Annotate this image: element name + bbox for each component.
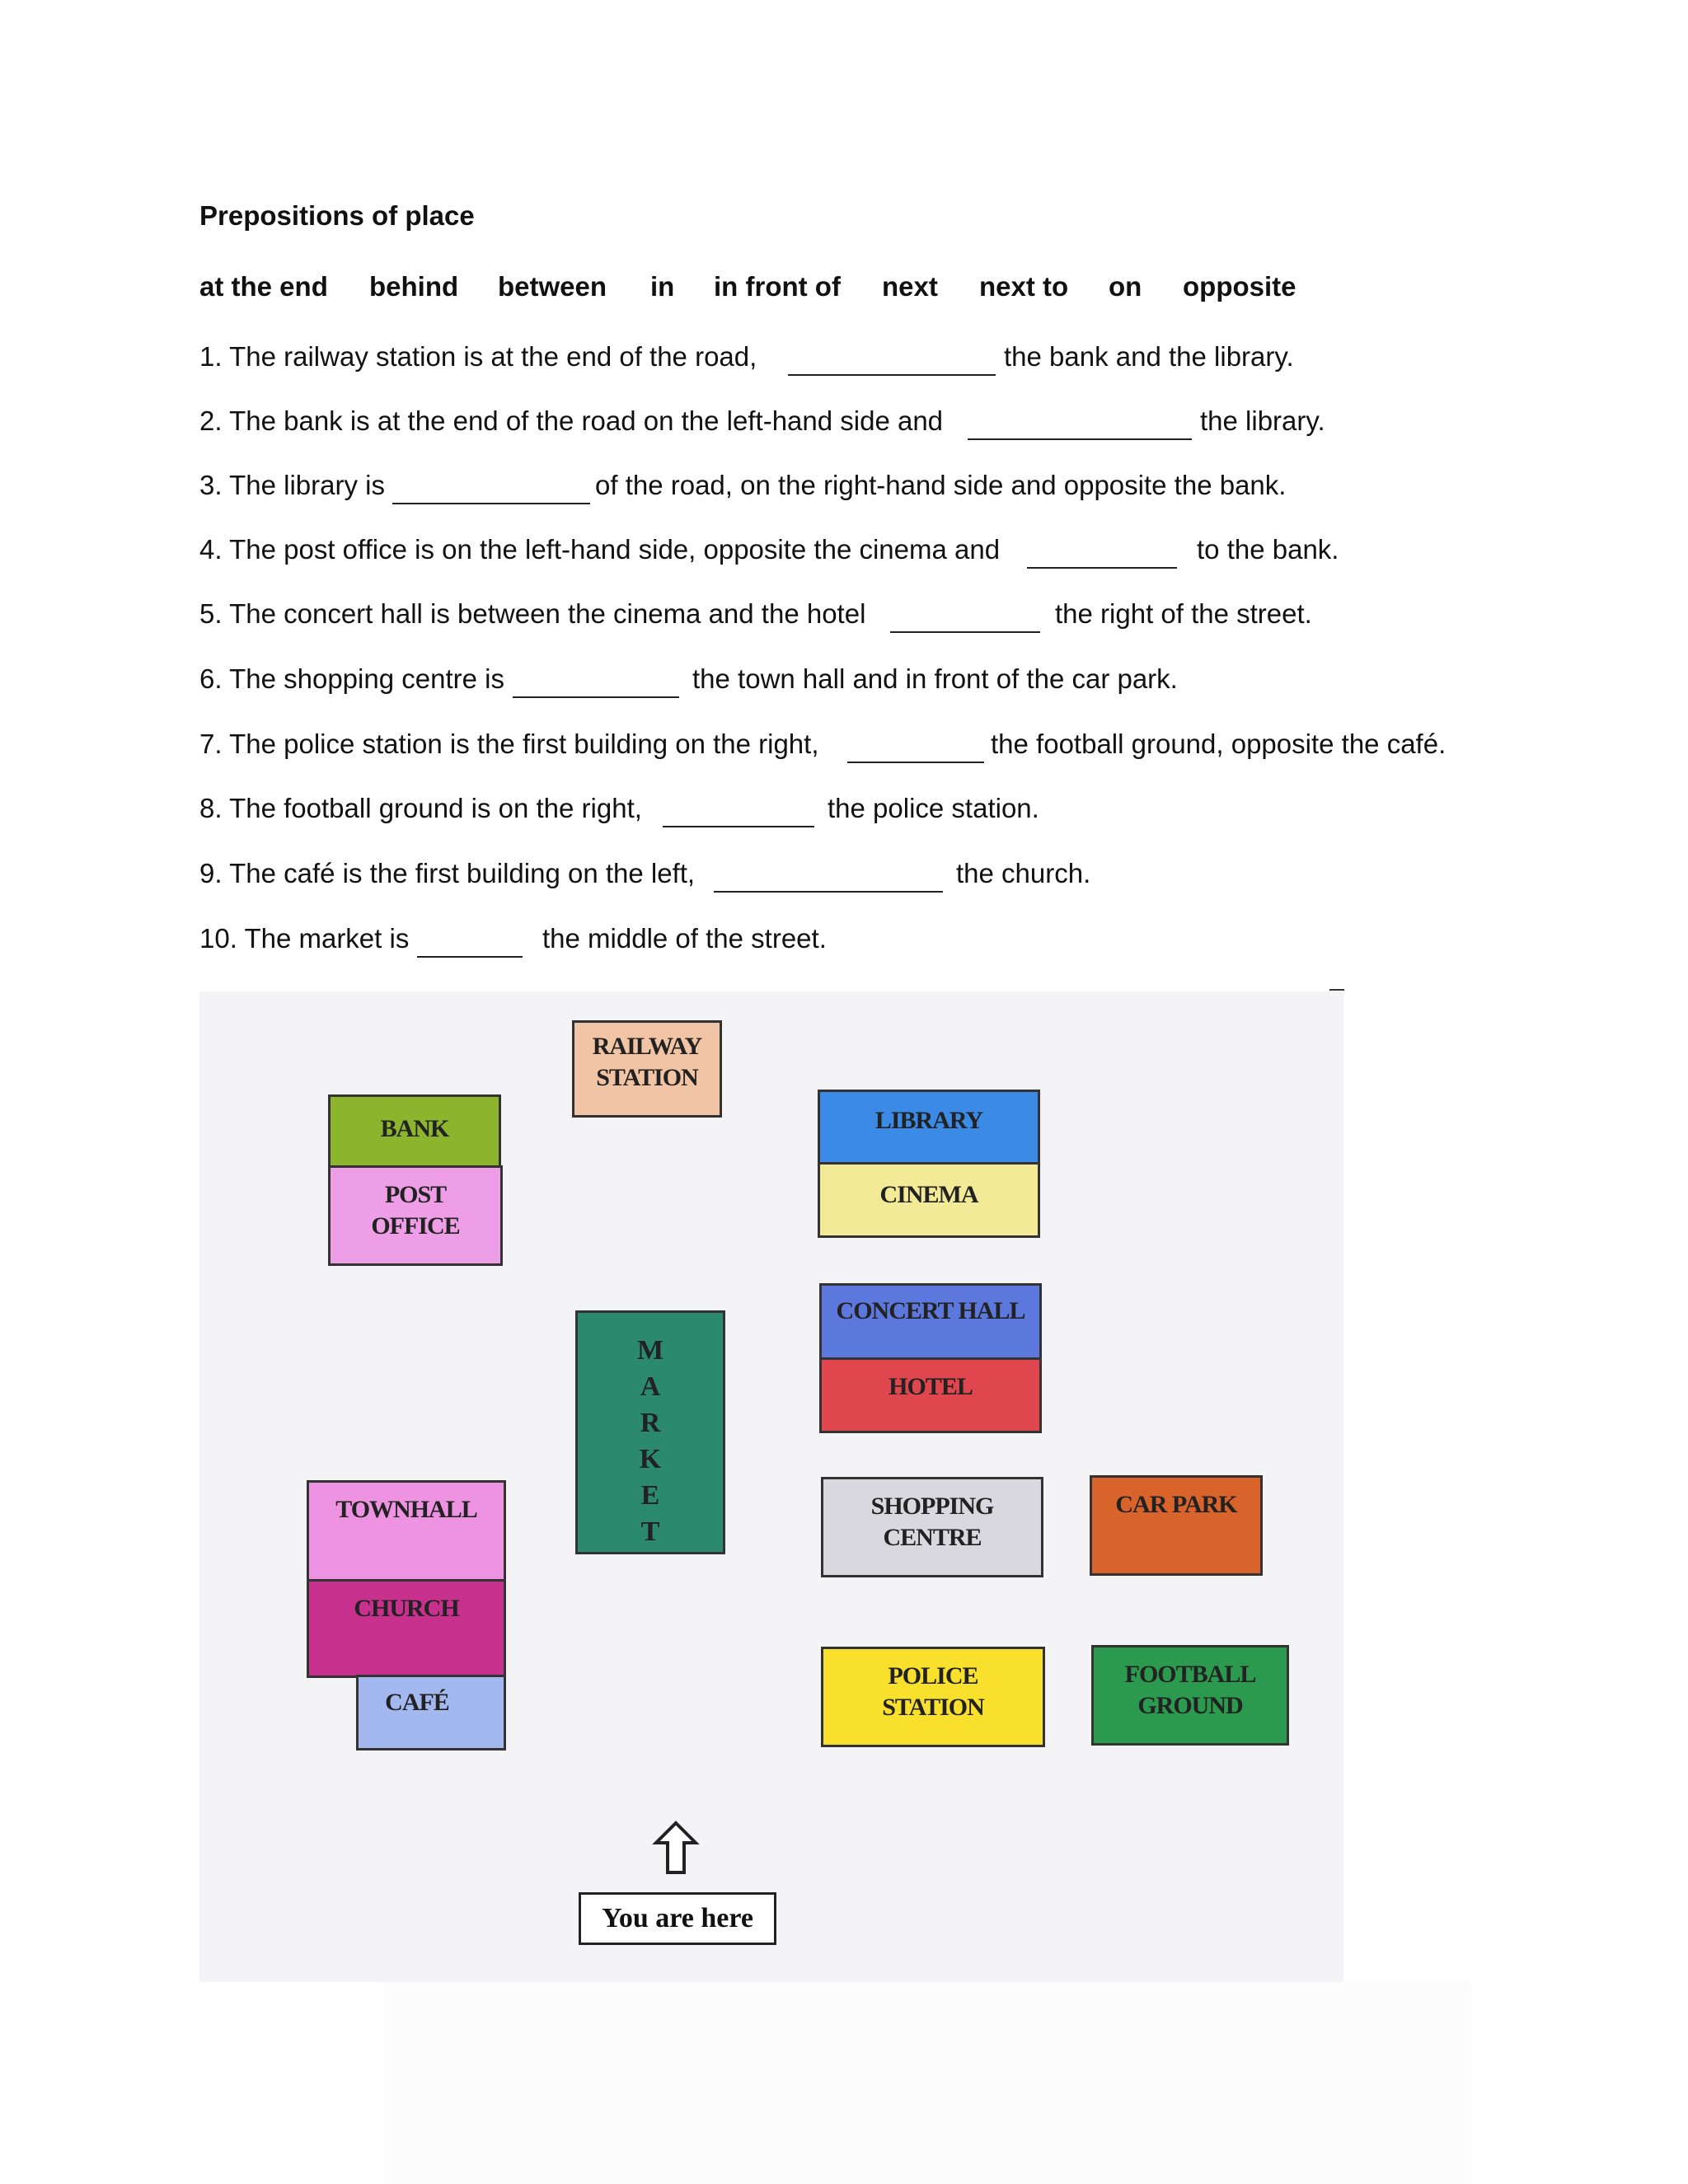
sentence-text: the church. — [956, 858, 1091, 888]
bank-building — [328, 1094, 501, 1169]
sentence-text: 7. The police station is the first building on the right, — [199, 729, 819, 759]
answer-blank[interactable] — [663, 793, 814, 827]
word-bank-item: on — [1109, 271, 1142, 302]
sentence-text: 10. The market is — [199, 923, 410, 954]
building-label: LIBRARY — [874, 1107, 983, 1134]
answer-blank[interactable] — [513, 663, 679, 698]
word-bank-item: in front of — [714, 271, 841, 302]
building-label: GROUND — [1137, 1692, 1243, 1719]
building-label: CHURCH — [354, 1595, 459, 1622]
building-label: FOOTBALL — [1124, 1661, 1256, 1688]
market-label — [578, 1333, 723, 1550]
answer-blank[interactable] — [417, 923, 523, 958]
building-label: HOTEL — [889, 1373, 973, 1400]
answer-blank[interactable] — [392, 470, 590, 504]
concert-hall-building — [819, 1283, 1042, 1361]
sentence-text: to the bank. — [1197, 534, 1339, 565]
railway-station-building — [572, 1020, 722, 1118]
answer-blank[interactable] — [788, 341, 996, 376]
building-label: RAILWAY — [592, 1033, 702, 1060]
word-bank-item: between — [498, 271, 607, 302]
up-arrow-icon — [651, 1820, 701, 1876]
post-office-building — [328, 1165, 503, 1266]
answer-blank[interactable] — [890, 598, 1040, 633]
market-letter: K — [639, 1444, 662, 1474]
page-title: Prepositions of place — [199, 200, 475, 231]
building-label: CINEMA — [879, 1181, 978, 1208]
building-label: CENTRE — [883, 1524, 982, 1551]
sentence-text: the town hall and in front of the car park. — [692, 663, 1178, 694]
answer-blank[interactable] — [1027, 534, 1177, 569]
building-label: STATION — [882, 1694, 984, 1721]
sentence-text: 3. The library is — [199, 470, 385, 500]
building-label: CAR PARK — [1115, 1491, 1237, 1518]
sentence-text: the middle of the street. — [542, 923, 827, 954]
building-label: POST — [384, 1181, 447, 1208]
sentence-text: 6. The shopping centre is — [199, 663, 504, 694]
building-label: STATION — [596, 1064, 698, 1091]
market-letter: A — [640, 1371, 661, 1402]
market-letter: E — [640, 1480, 660, 1511]
sentence-text: 5. The concert hall is between the cinema and the hotel — [199, 598, 866, 629]
sentence-text: the right of the street. — [1055, 598, 1312, 629]
market-letter: R — [640, 1408, 661, 1438]
word-bank-item: in — [650, 271, 675, 302]
hotel-building — [819, 1357, 1042, 1433]
map-shadow — [384, 1982, 1472, 2184]
sentence-text: the police station. — [828, 793, 1039, 823]
word-bank-item: next — [882, 271, 938, 302]
sentence-text: 8. The football ground is on the right, — [199, 793, 642, 823]
sentence-text: the library. — [1200, 405, 1325, 436]
building-label: CONCERT HALL — [836, 1297, 1025, 1324]
sentence-text: 2. The bank is at the end of the road on the left-hand side and — [199, 405, 944, 436]
sentence-text: 1. The railway station is at the end of the road, — [199, 341, 757, 372]
police-station-building — [821, 1647, 1045, 1747]
townhall-building — [307, 1480, 506, 1582]
building-label: TOWNHALL — [335, 1496, 477, 1523]
sentence-text: of the road, on the right-hand side and opposite the bank. — [595, 470, 1287, 500]
answer-blank[interactable] — [714, 858, 943, 893]
market-letter: M — [636, 1335, 664, 1366]
library-building — [818, 1090, 1040, 1165]
building-label: POLICE — [888, 1662, 978, 1690]
market-building — [575, 1310, 725, 1554]
answer-blank[interactable] — [968, 405, 1192, 440]
you-are-here-label: You are here — [579, 1892, 776, 1945]
corner-mark — [1329, 989, 1344, 991]
building-label: SHOPPING — [870, 1493, 994, 1520]
church-building — [307, 1579, 506, 1678]
cinema-building — [818, 1162, 1040, 1238]
building-label: OFFICE — [371, 1212, 460, 1240]
sentence-text: 4. The post office is on the left-hand side, opposite the cinema and — [199, 534, 1001, 565]
word-bank-item: behind — [369, 271, 459, 302]
word-bank-item: opposite — [1183, 271, 1296, 302]
sentence-text: the bank and the library. — [1004, 341, 1294, 372]
car-park-building — [1090, 1475, 1263, 1576]
sentence-text: the football ground, opposite the café. — [991, 729, 1447, 759]
building-label: BANK — [380, 1115, 449, 1142]
sentence-text: 9. The café is the first building on the left, — [199, 858, 696, 888]
word-bank-item: at the end — [199, 271, 328, 302]
football-ground-building — [1091, 1645, 1289, 1746]
market-letter: T — [640, 1516, 660, 1547]
shopping-centre-building — [821, 1477, 1043, 1577]
answer-blank[interactable] — [847, 729, 984, 763]
word-bank-item: next to — [979, 271, 1069, 302]
building-label: CAFÉ — [385, 1689, 449, 1716]
cafe-building — [356, 1675, 506, 1750]
